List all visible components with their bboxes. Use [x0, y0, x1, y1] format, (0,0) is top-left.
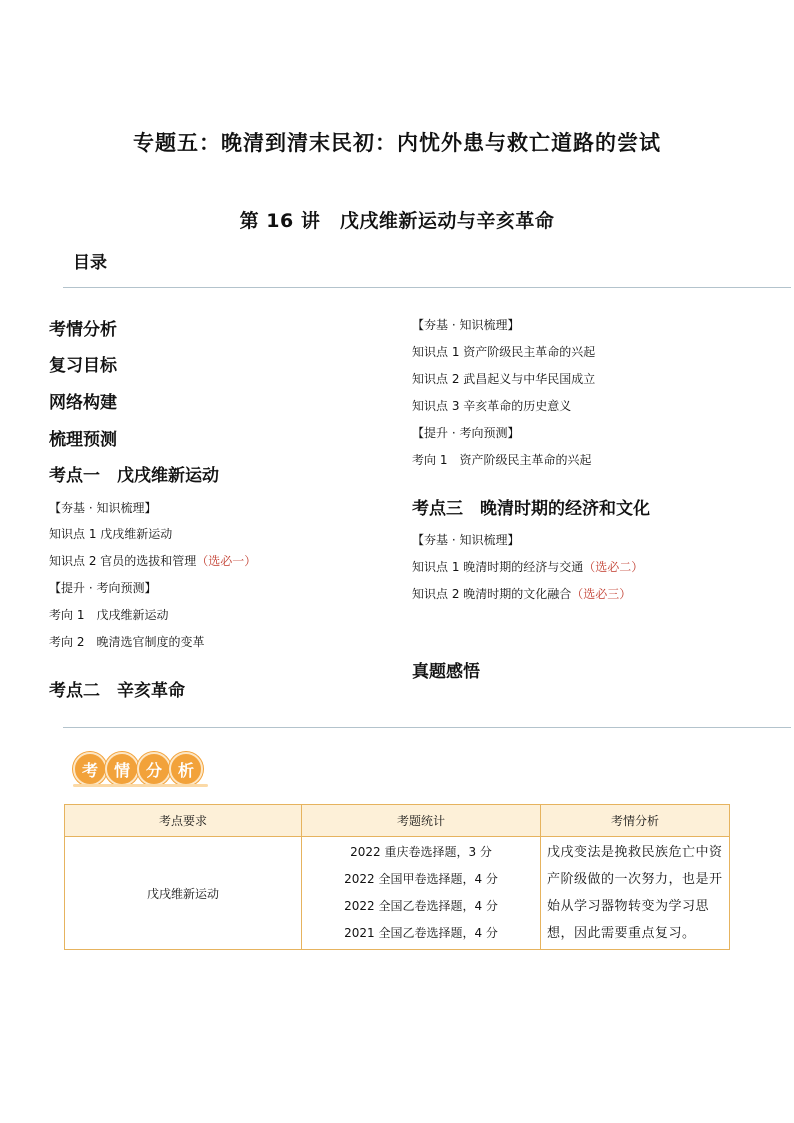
toc-item-zsd3-1[interactable] [412, 558, 643, 575]
header-requirement: 考点要求 [65, 805, 302, 837]
toc-item-kaodian3[interactable]: 考点三 晚清时期的经济和文化 [412, 499, 650, 519]
toc-item-zsd1-2[interactable] [49, 552, 256, 569]
toc-item-fuxi[interactable]: 复习目标 [49, 356, 117, 376]
toc-item-zsd3-2-note: （选必三） [571, 587, 632, 601]
header-analysis: 考情分析 [541, 805, 730, 837]
toc-item-shuli[interactable]: 梳理预测 [49, 430, 117, 450]
cell-stats [302, 837, 541, 950]
toc-item-wangluo[interactable]: 网络构建 [49, 393, 117, 413]
toc-top-divider [63, 287, 791, 288]
toc-item-kaoqing[interactable]: 考情分析 [49, 320, 117, 340]
topic-title: 专题五：晚清到清末民初：内忧外患与救亡道路的尝试 [133, 131, 661, 155]
toc-item-kx2-1[interactable]: 考向 1 资产阶级民主革命的兴起 [412, 453, 592, 467]
stat-line: 2022 全国乙卷选择题，4 分 [344, 899, 498, 913]
toc-item-zsd1-1[interactable]: 知识点 1 戊戌维新运动 [49, 527, 173, 541]
section-tag-char: 考 [73, 752, 107, 786]
header-stats: 考题统计 [302, 805, 541, 837]
toc-item-zsd3-2-label: 知识点 2 晚清时期的文化融合 [412, 587, 572, 601]
toc-subheading-tisheng2[interactable]: 【提升 · 考向预测】 [412, 426, 520, 440]
toc-item-zsd2-1[interactable]: 知识点 1 资产阶级民主革命的兴起 [412, 345, 596, 359]
toc-item-zhenti[interactable]: 真题感悟 [412, 662, 480, 682]
toc-item-zsd1-2-note: （选必一） [196, 554, 257, 568]
toc-subheading-hangji1[interactable]: 【夯基 · 知识梳理】 [49, 501, 157, 515]
cell-analysis: 戊戌变法是挽救民族危亡中资产阶级做的一次努力，也是开始从学习器物转变为学习思想，因此需要重点复习。 [541, 837, 730, 950]
toc-item-kaodian2[interactable]: 考点二 辛亥革命 [49, 681, 185, 701]
toc-item-kx1-1[interactable]: 考向 1 戊戌维新运动 [49, 608, 169, 622]
toc-subheading-hangji3[interactable]: 【夯基 · 知识梳理】 [412, 533, 520, 547]
section-tag-char: 析 [169, 752, 203, 786]
stat-line: 2022 重庆卷选择题，3 分 [350, 845, 492, 859]
toc-item-zsd1-2-label: 知识点 2 官员的选拔和管理 [49, 554, 197, 568]
toc-item-zsd3-1-label: 知识点 1 晚清时期的经济与交通 [412, 560, 584, 574]
toc-item-kaodian1[interactable]: 考点一 戊戌维新运动 [49, 466, 219, 486]
lecture-title: 第 16 讲 戊戌维新运动与辛亥革命 [239, 210, 555, 232]
toc-item-zsd2-2[interactable]: 知识点 2 武昌起义与中华民国成立 [412, 372, 596, 386]
table-header-row [65, 805, 730, 837]
stat-line: 2022 全国甲卷选择题，4 分 [344, 872, 498, 886]
section-tag-char: 情 [105, 752, 139, 786]
stat-line: 2021 全国乙卷选择题，4 分 [344, 926, 498, 940]
toc-item-zsd3-2[interactable] [412, 585, 631, 602]
exam-analysis-table [64, 804, 730, 950]
toc-item-zsd2-3[interactable]: 知识点 3 辛亥革命的历史意义 [412, 399, 572, 413]
cell-requirement: 戊戌维新运动 [65, 837, 302, 950]
section-tag-char: 分 [137, 752, 171, 786]
table-row [65, 837, 730, 950]
toc-subheading-tisheng1[interactable]: 【提升 · 考向预测】 [49, 581, 157, 595]
toc-subheading-hangji2[interactable]: 【夯基 · 知识梳理】 [412, 318, 520, 332]
toc-heading: 目录 [73, 253, 107, 273]
section-tag-underline [73, 784, 208, 787]
toc-item-kx1-2[interactable]: 考向 2 晚清选官制度的变革 [49, 635, 205, 649]
toc-item-zsd3-1-note: （选必二） [583, 560, 644, 574]
toc-bottom-divider [63, 727, 791, 728]
section-tag-kaoqing [73, 750, 201, 788]
